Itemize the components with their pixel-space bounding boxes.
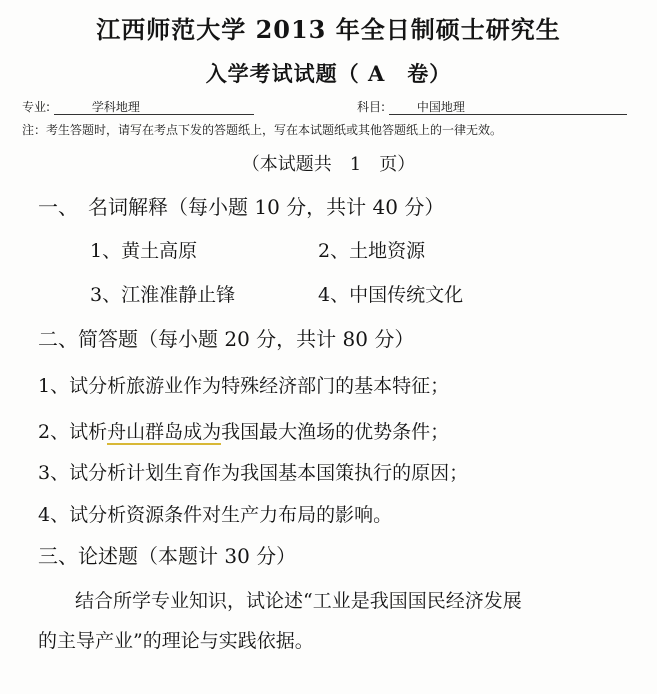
- section2-item-4: 4、试分析资源条件对生产力布局的影响。: [38, 504, 393, 526]
- exam-subtitle: 入学考试试题（ A 卷）: [205, 61, 452, 86]
- subject-label: 科目:: [357, 100, 386, 114]
- section2-heading: 二、简答题（每小题 20 分，共计 80 分）: [38, 327, 415, 351]
- exam-notice: 注：考生答题时，请写在考点下发的答题纸上，写在本试题纸或其他答题纸上的一律无效。: [22, 123, 503, 137]
- section3-heading: 三、论述题（本题计 30 分）: [38, 544, 297, 568]
- section1-item-3: 3、江淮准静止锋: [90, 284, 236, 306]
- major-row: [22, 101, 254, 115]
- section3-paragraph-line1: 结合所学专业知识，试论述“工业是我国国民经济发展: [75, 590, 522, 612]
- section1-item-2: 2、土地资源: [318, 240, 426, 262]
- section2-item-2-prefix: 2、试析: [38, 421, 108, 443]
- major-value: 学科地理: [54, 101, 254, 115]
- exam-title: 江西师范大学 2013 年全日制硕士研究生: [96, 15, 561, 44]
- section2-item-3: 3、试分析计划生育作为我国基本国策执行的原因；: [38, 462, 469, 484]
- section1-item-4: 4、中国传统文化: [318, 284, 464, 306]
- page-count: （本试题共 1 页）: [241, 154, 416, 175]
- major-label: 专业:: [22, 100, 51, 114]
- section2-item-2-suffix: 我国最大渔场的优势条件；: [221, 421, 450, 443]
- section2-item-2-highlight: 舟山群岛成为: [107, 421, 222, 443]
- section3-paragraph-line2: 的主导产业”的理论与实践依据。: [38, 630, 314, 652]
- section1-heading: 一、 名词解释（每小题 10 分，共计 40 分）: [38, 195, 445, 219]
- subject-row: [357, 101, 627, 115]
- section2-item-1: 1、试分析旅游业作为特殊经济部门的基本特征；: [38, 375, 450, 397]
- section2-item-2: [38, 423, 449, 442]
- subject-value: 中国地理: [389, 101, 627, 115]
- section1-item-1: 1、黄土高原: [90, 240, 198, 262]
